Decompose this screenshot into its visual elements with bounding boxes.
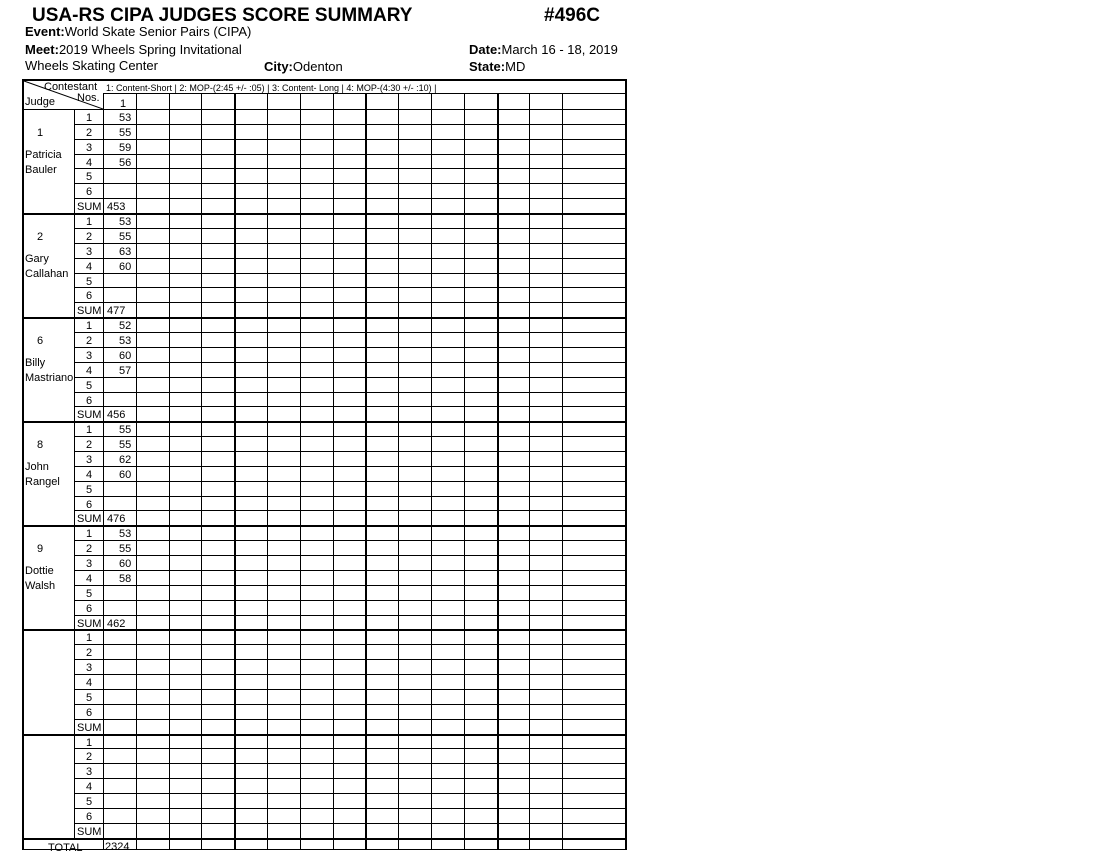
row-number: 5 [86, 379, 93, 392]
column-divider [529, 93, 530, 850]
row-number: 1 [86, 528, 93, 541]
judge-first-name: Patricia [25, 149, 62, 161]
form-number: #496C [544, 5, 600, 26]
meet-label: Meet: [25, 42, 59, 57]
row-line [74, 243, 627, 244]
score-value: 58 [119, 572, 132, 585]
page-title: USA-RS CIPA JUDGES SCORE SUMMARY [32, 5, 413, 26]
score-value: 60 [119, 260, 132, 273]
score-value: 53 [119, 112, 132, 124]
row-line [74, 347, 627, 348]
sum-value: 453 [107, 201, 126, 214]
row-number: 3 [86, 141, 93, 154]
row-line [74, 763, 627, 764]
row-number: 1 [86, 112, 93, 124]
sum-value: 476 [107, 513, 126, 526]
row-number: 5 [86, 483, 93, 496]
city-label: City: [264, 59, 293, 74]
row-number: 5 [86, 171, 93, 184]
nos-column-divider [103, 93, 104, 850]
score-value: 63 [119, 245, 132, 258]
nos-label: Nos. [77, 92, 100, 104]
judge-first-name: Billy [25, 357, 46, 370]
judge-last-name: Bauler [25, 164, 57, 176]
score-value: 53 [119, 216, 132, 229]
row-number: 5 [86, 796, 93, 809]
row-line [74, 704, 627, 705]
row-number: 2 [86, 751, 93, 764]
row-number: 3 [86, 766, 93, 779]
row-line [74, 273, 627, 274]
row-number: 4 [86, 260, 93, 273]
venue-name: Wheels Skating Center [25, 58, 158, 73]
row-line [74, 778, 627, 779]
row-line [74, 332, 627, 333]
group-divider [234, 93, 236, 850]
column-divider [464, 93, 465, 850]
row-line [74, 451, 627, 452]
sum-label: SUM [77, 201, 102, 214]
sum-label: SUM [77, 617, 102, 630]
row-line [74, 748, 627, 749]
criteria-legend: 1: Content-Short | 2: MOP-(2:45 +/- :05) | 3: Content- Long | 4: MOP-(4:30 +/- :10) | [106, 83, 437, 93]
row-line [74, 466, 627, 467]
row-line [74, 287, 627, 288]
score-value: 56 [119, 156, 132, 169]
score-value: 53 [119, 528, 132, 541]
row-line [74, 377, 627, 378]
row-line [74, 719, 627, 720]
row-number: 1 [86, 632, 93, 645]
row-number: 5 [86, 275, 93, 288]
row-number: 1 [86, 320, 93, 333]
total-label: TOTAL [48, 841, 83, 854]
row-number: 3 [86, 349, 93, 362]
row-number: 6 [86, 706, 93, 719]
row-number: 4 [86, 677, 93, 690]
row-number: 6 [86, 498, 93, 511]
row-line [74, 154, 627, 155]
column-divider [267, 93, 268, 850]
event-value: World Skate Senior Pairs (CIPA) [64, 24, 252, 39]
row-line [74, 496, 627, 497]
column-divider [169, 93, 170, 850]
row-number: 2 [86, 439, 93, 452]
row-number: 2 [86, 543, 93, 556]
row-line [74, 555, 627, 556]
column-divider [431, 93, 432, 850]
total-value: 2324 [105, 840, 130, 853]
row-line [74, 510, 627, 511]
judge-block-divider [22, 629, 627, 631]
row-line [74, 302, 627, 303]
judge-block-divider [22, 525, 627, 527]
score-value: 52 [119, 320, 132, 333]
judge-label: Judge [25, 96, 55, 108]
row-line [74, 659, 627, 660]
row-number: 6 [86, 602, 93, 615]
sum-label: SUM [77, 305, 102, 318]
row-number: 2 [86, 230, 93, 243]
row-line [74, 585, 627, 586]
judge-last-name: Rangel [25, 476, 60, 489]
row-line [74, 392, 627, 393]
sum-label: SUM [77, 825, 102, 838]
row-line [74, 793, 627, 794]
column-divider [562, 93, 563, 850]
state-value: MD [505, 59, 526, 74]
row-line [74, 674, 627, 675]
judge-number: 6 [37, 335, 44, 348]
meet-line [25, 41, 242, 59]
row-number: 3 [86, 454, 93, 466]
judge-first-name: Dottie [25, 565, 54, 578]
group-divider [365, 93, 367, 850]
judge-block-divider [22, 838, 627, 840]
judge-first-name: John [25, 461, 49, 474]
judge-last-name: Walsh [25, 580, 56, 593]
judge-last-name: Mastriano [25, 372, 74, 385]
row-number: 3 [86, 558, 93, 571]
score-value: 55 [119, 439, 132, 452]
row-line [74, 258, 627, 259]
row-number: 4 [86, 156, 93, 169]
row-number: 4 [86, 468, 93, 481]
sum-label: SUM [77, 513, 102, 526]
row-line [74, 823, 627, 824]
contestant-number: 1 [120, 98, 127, 110]
score-value: 59 [119, 141, 132, 154]
score-value: 53 [119, 335, 132, 348]
row-line [74, 481, 627, 482]
score-value: 60 [119, 558, 132, 571]
city-value: Odenton [292, 59, 343, 74]
row-number: 1 [86, 216, 93, 229]
row-number: 5 [86, 691, 93, 704]
score-value: 62 [119, 454, 132, 466]
column-divider [333, 93, 334, 850]
column-divider [300, 93, 301, 850]
row-line [74, 600, 627, 601]
score-value: 57 [119, 364, 132, 377]
judge-number: 2 [37, 231, 44, 244]
row-number: 3 [86, 662, 93, 675]
judge-block-divider [22, 734, 627, 736]
sum-value: 462 [107, 617, 126, 630]
event-line [25, 23, 251, 41]
row-line [74, 540, 627, 541]
row-line [74, 808, 627, 809]
row-number: 6 [86, 810, 93, 823]
row-line [74, 168, 627, 169]
row-line [74, 615, 627, 616]
row-number: 6 [86, 290, 93, 303]
judge-number: 9 [37, 543, 44, 556]
row-line [74, 139, 627, 140]
judge-number: 1 [37, 127, 44, 139]
date-line [469, 41, 618, 59]
judge-first-name: Gary [25, 253, 49, 266]
row-number: 1 [86, 424, 93, 437]
sum-value: 477 [107, 305, 126, 318]
state-label: State: [469, 59, 506, 74]
row-number: 2 [86, 647, 93, 660]
row-line [74, 198, 627, 199]
sum-label: SUM [77, 409, 102, 422]
judge-block-divider [22, 421, 627, 423]
diagonal-line [24, 81, 103, 109]
city-line [264, 58, 343, 76]
row-number: 2 [86, 335, 93, 348]
row-line [74, 689, 627, 690]
judge-block-divider [22, 213, 627, 215]
score-value: 55 [119, 543, 132, 556]
row-number: 5 [86, 587, 93, 600]
row-number: 4 [86, 572, 93, 585]
judge-number: 8 [37, 439, 44, 452]
score-summary-table [22, 79, 627, 854]
sum-label: SUM [77, 721, 102, 734]
column-divider [398, 93, 399, 850]
column-divider [201, 93, 202, 850]
row-number: 4 [86, 364, 93, 377]
event-label: Event: [25, 24, 65, 39]
column-divider [136, 93, 137, 850]
score-value: 60 [119, 349, 132, 362]
score-value: 60 [119, 468, 132, 481]
header-divider [22, 109, 627, 110]
row-number: 2 [86, 126, 93, 139]
row-number: 6 [86, 186, 93, 199]
date-label: Date: [469, 42, 502, 57]
score-value: 55 [119, 126, 132, 139]
contestant-label: Contestant [44, 81, 98, 93]
row-line [74, 183, 627, 184]
row-number: 6 [86, 394, 93, 407]
state-line [469, 58, 525, 76]
group-divider [497, 93, 499, 850]
date-value: March 16 - 18, 2019 [501, 42, 618, 57]
row-number: 3 [86, 245, 93, 258]
row-line [74, 228, 627, 229]
judge-column-divider [74, 109, 75, 838]
meet-value: 2019 Wheels Spring Invitational [58, 42, 242, 57]
score-value: 55 [119, 230, 132, 243]
row-number: 1 [86, 736, 93, 749]
judge-block-divider [22, 317, 627, 319]
sum-value: 456 [107, 409, 126, 422]
header-diagonal [22, 79, 103, 109]
row-line [74, 362, 627, 363]
score-value: 55 [119, 424, 132, 437]
row-number: 4 [86, 781, 93, 794]
row-line [74, 436, 627, 437]
row-line [74, 124, 627, 125]
row-line [74, 570, 627, 571]
judge-last-name: Callahan [25, 268, 69, 281]
row-line [74, 644, 627, 645]
row-line [74, 406, 627, 407]
